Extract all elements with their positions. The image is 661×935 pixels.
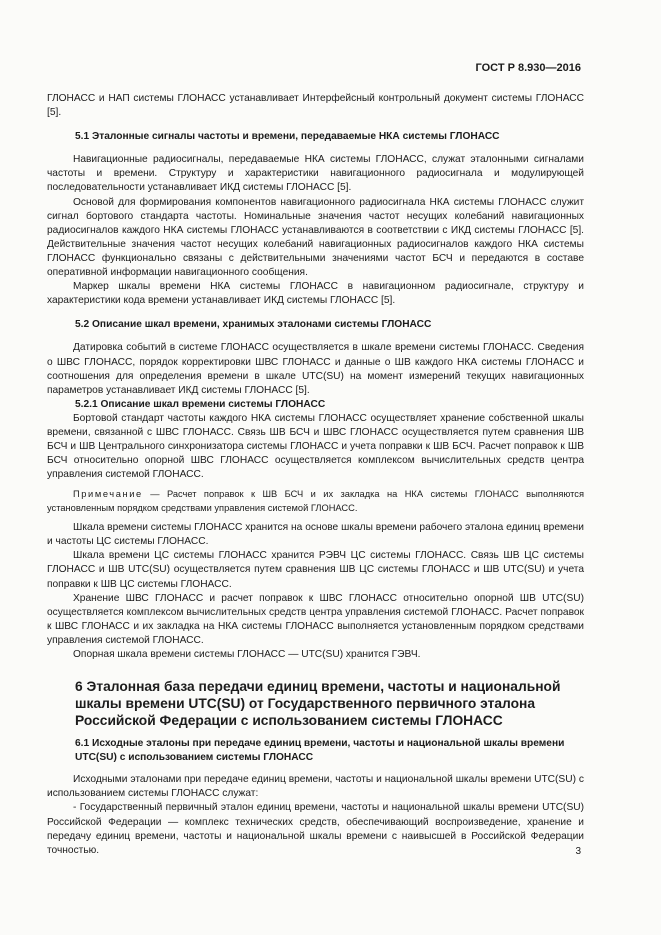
- section-6-1-paragraph: Исходными эталонами при передаче единиц времени, частоты и национальной шкалы времени UTC(SU) с использованием системы ГЛОНАСС служат:: [47, 774, 584, 800]
- section-5-2-1-paragraph: Хранение ШВС ГЛОНАСС и расчет поправок к ШВС ГЛОНАСС относительно опорной ШВ UTC(SU) осуществляется комплексом вычислительных средств центра управления системой ГЛОНАСС. Расчет поправок к ШВС ГЛОНАСС и их закладка на НКА системы ГЛОНАСС выполняется установленным порядком средствами управления системой ГЛОНАСС.: [47, 592, 584, 646]
- intro-paragraph: ГЛОНАСС и НАП системы ГЛОНАСС устанавливает Интерфейсный контрольный документ системы ГЛОНАСС [5].: [47, 93, 584, 119]
- section-5-1-paragraph: Навигационные радиосигналы, передаваемые НКА системы ГЛОНАСС, служат эталонными сигналами частоты и времени. Структуру и характеристики навигационного радиосигнала и модулирующей последовательности устанавливает ИКД системы ГЛОНАСС [5].: [47, 154, 584, 194]
- note-label: Примечание: [73, 489, 143, 500]
- section-5-2-1-paragraph: Шкала времени ЦС системы ГЛОНАСС хранится РЭВЧ ЦС системы ГЛОНАСС. Связь ШВ ЦС системы ГЛОНАСС и ШВ UTC(SU) осуществляется путем сравнения ШВ ЦС системы ГЛОНАСС и ШВ UTC(SU) и учета поправки к ШВ ЦС системы ГЛОНАСС.: [47, 550, 584, 590]
- section-5-2-1-paragraph: Опорная шкала времени системы ГЛОНАСС — UTC(SU) хранится ГЭВЧ.: [73, 649, 421, 660]
- section-6-1-list-item: - Государственный первичный эталон единиц времени, частоты и национальной шкалы времени UTC(SU) Российской Федерации — комплекс технических средств, обеспечивающий воспроизведение, хранение и передачу единиц времени, частоты и национальной шкалы времени с наивысшей в Российской Федерации точностью.: [47, 802, 584, 856]
- section-5-1-heading: 5.1 Эталонные сигналы частоты и времени, передаваемые НКА системы ГЛОНАСС: [75, 131, 500, 143]
- document-body: [47, 92, 584, 858]
- section-5-2-paragraph: Датировка событий в системе ГЛОНАСС осуществляется в шкале времени системы ГЛОНАСС. Сведения о ШВС ГЛОНАСС, порядок корректировки ШВС ГЛОНАСС и данные о ШВ каждого НКА системы ГЛОНАСС и соотношения для определения времени в шкале UTC(SU) на момент измерений текущих навигационных параметров устанавливает ИКД системы ГЛОНАСС [5].: [47, 342, 584, 396]
- section-5-2-1-heading: 5.2.1 Описание шкал времени системы ГЛОНАСС: [75, 398, 326, 410]
- document-code: ГОСТ Р 8.930—2016: [475, 62, 581, 74]
- section-6-heading: 6 Эталонная база передачи единиц времени, частоты и национальной шкалы времени UTC(SU) от Государственного первичного эталона Российской Федерации с использованием системы ГЛОНАСС: [75, 679, 561, 729]
- section-5-1-paragraph: Маркер шкалы времени НКА системы ГЛОНАСС в навигационном радиосигнале, структуру и характеристики кода времени устанавливает ИКД системы ГЛОНАСС [5].: [47, 281, 584, 307]
- page-number: 3: [575, 846, 581, 857]
- section-5-2-heading: 5.2 Описание шкал времени, хранимых эталонами системы ГЛОНАСС: [75, 319, 432, 331]
- note: [47, 488, 584, 515]
- section-5-1-paragraph: Основой для формирования компонентов навигационного радиосигнала НКА системы ГЛОНАСС служит сигнал бортового стандарта частоты. Номинальные значения частот несущих колебаний навигационных радиосигналов каждого НКА системы ГЛОНАСС устанавливаются в соответствии с ИКД системы ГЛОНАСС [5]. Действительные значения частот несущих колебаний навигационных радиосигналов каждого НКА системы ГЛОНАСС функционально связаны с действительными значениями частот БСЧ и передаются в составе оперативной информации навигационного сообщения.: [47, 196, 584, 279]
- section-5-2-1-paragraph: Бортовой стандарт частоты каждого НКА системы ГЛОНАСС осуществляет хранение собственной шкалы времени, связанной с ШВС ГЛОНАСС. Связь ШВ БСЧ и ШВС ГЛОНАСС осуществляется путем сравнения ШВ БСЧ и ШВ Центрального синхронизатора системы ГЛОНАСС и учета поправки к ШВ БСЧ. Расчет поправок к ШВ БСЧ относительно опорной ШВС ГЛОНАСС осуществляется комплексом вычислительных средств центра управления системой ГЛОНАСС.: [47, 412, 584, 481]
- section-6-1-heading: 6.1 Исходные эталоны при передаче единиц времени, частоты и национальной шкалы времени UTC(SU) с использованием системы ГЛОНАСС: [75, 738, 565, 764]
- section-5-2-1-paragraph: Шкала времени системы ГЛОНАСС хранится на основе шкалы времени рабочего эталона единиц времени и частоты ЦС системы ГЛОНАСС.: [47, 522, 584, 548]
- note-text: — Расчет поправок к ШВ БСЧ и их закладка на НКА системы ГЛОНАСС выполняются установленным порядком средствами управления системой ГЛОНАСС.: [47, 489, 584, 513]
